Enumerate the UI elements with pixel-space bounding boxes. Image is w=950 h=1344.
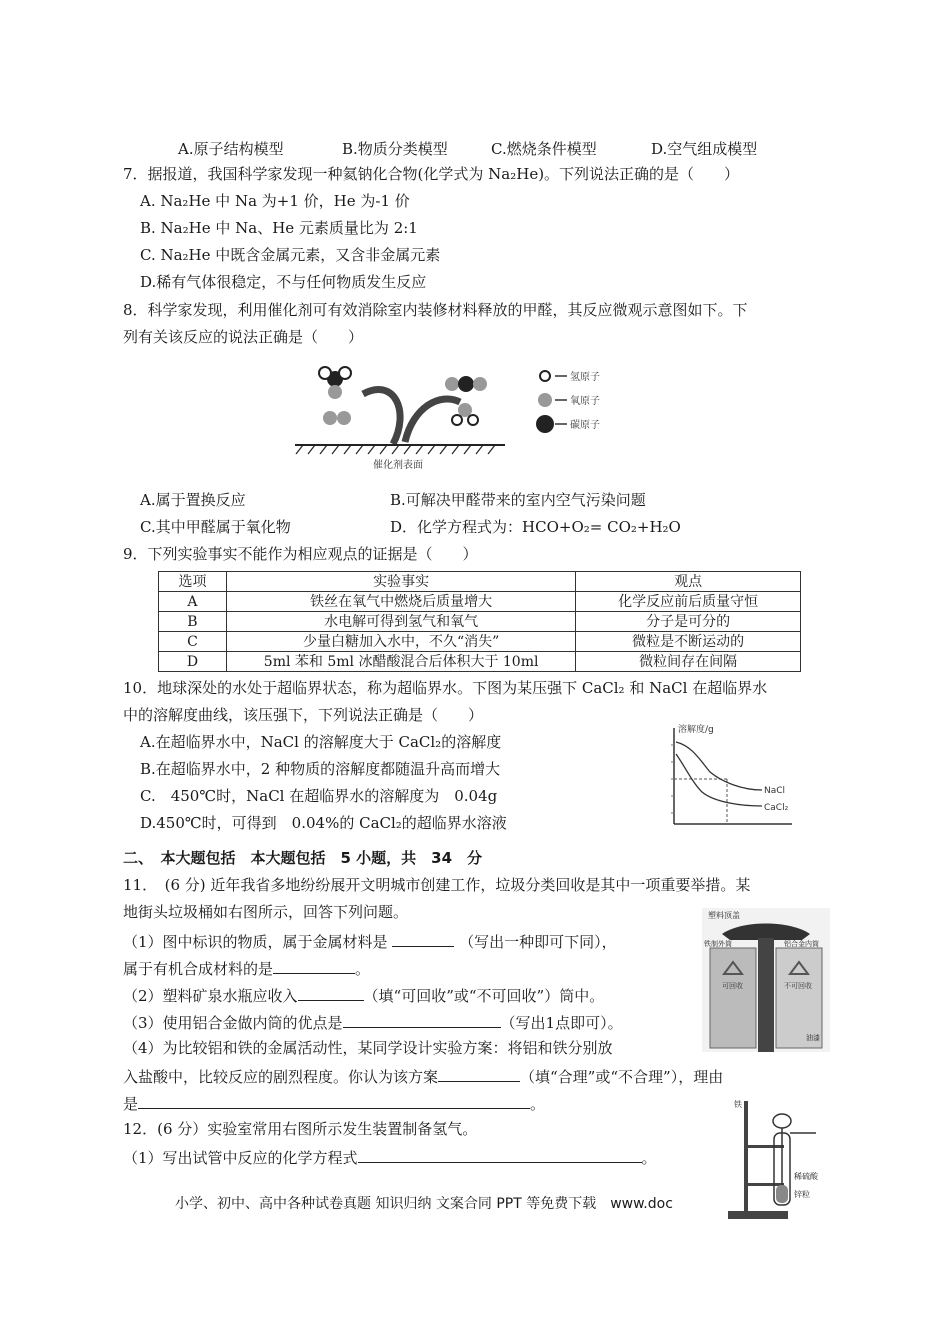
label-aluminum-inner: 铝合金内筒 bbox=[784, 940, 819, 948]
header-cell: 选项 bbox=[159, 572, 227, 592]
table-cell: 水电解可得到氢气和氧气 bbox=[226, 612, 575, 632]
q11-part4-line3: 是 。 bbox=[123, 1092, 545, 1114]
chart-ylabel: 溶解度/g bbox=[678, 725, 714, 735]
answer-blank-reasonable[interactable] bbox=[438, 1065, 520, 1082]
table-row bbox=[159, 592, 801, 612]
q11-line2: 地街头垃圾桶如右图所示，回答下列问题。 bbox=[123, 903, 409, 921]
q8-stem-line1: 8．科学家发现，利用催化剂可有效消除室内装修材料释放的甲醛，其反应微观示意图如下。下 bbox=[123, 301, 748, 319]
header-cell: 实验事实 bbox=[226, 572, 575, 592]
table-cell: D bbox=[159, 652, 227, 672]
q6-option-a: A.原子结构模型 bbox=[178, 140, 284, 158]
q11-line1: 11． (6 分) 近年我省多地纷纷展开文明城市创建工作，垃圾分类回收是其中一项重要举措。某 bbox=[123, 876, 751, 894]
q10-option-c: C. 450℃时，NaCl 在超临界水的溶解度为 0.04g bbox=[140, 787, 498, 805]
carbon-atom bbox=[458, 376, 474, 392]
table-cell: 铁丝在氧气中燃烧后质量增大 bbox=[226, 592, 575, 612]
table-row bbox=[159, 612, 801, 632]
q11-part1-cont: 属于有机合成材料的是 。 bbox=[123, 957, 370, 979]
q12-line1: 12．(6 分）实验室常用右图所示发生装置制备氢气。 bbox=[123, 1120, 478, 1138]
hydrogen-apparatus-figure bbox=[720, 1093, 830, 1223]
answer-blank-bin[interactable] bbox=[298, 984, 364, 1001]
legend-oxygen-label: 氧原子 bbox=[570, 396, 600, 407]
q10-stem-line1: 10．地球深处的水处于超临界状态，称为超临界水。下图为某压强下 CaCl₂ 和 NaCl 在超临界水 bbox=[123, 679, 768, 697]
table-row bbox=[159, 632, 801, 652]
answer-blank-advantage[interactable] bbox=[343, 1011, 501, 1028]
q7-option-d: D.稀有气体很稳定，不与任何物质发生反应 bbox=[140, 273, 427, 291]
answer-blank-organic[interactable] bbox=[273, 957, 355, 974]
label-paint: 油漆 bbox=[806, 1034, 820, 1042]
q10-option-b: B.在超临界水中，2 种物质的溶解度都随温升高而增大 bbox=[140, 760, 501, 778]
q11-part3: （3）使用铝合金做内筒的优点是 （写出1点即可）。 bbox=[123, 1011, 623, 1033]
q6-option-c: C.燃烧条件模型 bbox=[491, 140, 597, 158]
table-cell: A bbox=[159, 592, 227, 612]
oxygen-atom bbox=[445, 377, 459, 391]
answer-blank-equation[interactable] bbox=[358, 1146, 642, 1163]
oxygen-atom bbox=[473, 377, 487, 391]
series-label-cacl2: CaCl₂ bbox=[764, 803, 789, 813]
nacl-curve bbox=[676, 742, 762, 790]
label-dilute-sulfuric-acid: 稀硫酸 bbox=[794, 1172, 818, 1181]
table-cell: 微粒间存在间隔 bbox=[576, 652, 801, 672]
table-cell: C bbox=[159, 632, 227, 652]
table-cell: 微粒是不断运动的 bbox=[576, 632, 801, 652]
label-iron: 铁 bbox=[734, 1100, 742, 1109]
label-zinc: 锌粒 bbox=[794, 1190, 810, 1199]
section-2-heading: 二、 本大题包括 本大题包括 5 小题，共 34 分 bbox=[123, 849, 483, 867]
label-plastic-lid: 塑料顶盖 bbox=[708, 911, 740, 920]
label-non-recyclable: 不可回收 bbox=[784, 982, 812, 990]
iron-stand-base bbox=[728, 1211, 788, 1219]
q11-part1: （1）图中标识的物质，属于金属材料是 （写出一种即可下同）， bbox=[123, 930, 617, 952]
q7-option-b: B. Na₂He 中 Na、He 元素质量比为 2:1 bbox=[140, 219, 418, 237]
label-recyclable: 可回收 bbox=[722, 982, 743, 990]
label-iron-shell: 铁制外筒 bbox=[704, 940, 732, 948]
table-cell: B bbox=[159, 612, 227, 632]
q8-option-c: C.其中甲醛属于氧化物 bbox=[140, 518, 291, 536]
funnel-bulb bbox=[773, 1114, 791, 1128]
q8-option-d: D．化学方程式为：HCO+O₂= CO₂+H₂O bbox=[390, 518, 681, 536]
legend-oxygen-icon bbox=[538, 393, 552, 407]
legend-carbon-label: 碳原子 bbox=[570, 420, 600, 431]
q7-option-a: A. Na₂He 中 Na 为+1 价，He 为-1 价 bbox=[140, 192, 410, 210]
table-header-row bbox=[159, 572, 801, 592]
q10-option-a: A.在超临界水中，NaCl 的溶解度大于 CaCl₂的溶解度 bbox=[140, 733, 502, 751]
legend-carbon-icon bbox=[536, 415, 554, 433]
evidence-table bbox=[158, 571, 801, 672]
legend-hydrogen-icon bbox=[540, 371, 550, 381]
reaction-arrow bbox=[363, 390, 400, 444]
hydrogen-atom bbox=[339, 367, 351, 379]
q6-option-d: D.空气组成模型 bbox=[651, 140, 758, 158]
solubility-chart bbox=[652, 720, 802, 830]
q8-option-b: B.可解决甲醛带来的室内空气污染问题 bbox=[390, 491, 646, 509]
iron-stand-rod bbox=[744, 1101, 748, 1215]
table-row bbox=[159, 652, 801, 672]
oxygen-atom bbox=[328, 385, 342, 399]
hydrogen-atom bbox=[468, 415, 478, 425]
q7-stem: 7．据报道，我国科学家发现一种氦钠化合物(化学式为 Na₂He)。下列说法正确的是（ ） bbox=[123, 165, 740, 183]
zinc-granules bbox=[776, 1185, 788, 1203]
q8-option-a: A.属于置换反应 bbox=[140, 491, 246, 509]
answer-blank-metal[interactable] bbox=[392, 930, 454, 947]
q10-stem-line2: 中的溶解度曲线，该压强下，下列说法正确是（ ） bbox=[123, 706, 484, 724]
legend-hydrogen-label: 氢原子 bbox=[570, 372, 600, 383]
series-label-nacl: NaCl bbox=[764, 786, 786, 796]
q11-part2: （2）塑料矿泉水瓶应收入 （填“可回收”或“不可回收”）筒中。 bbox=[123, 984, 604, 1006]
answer-blank-reason[interactable] bbox=[138, 1092, 530, 1109]
hydrogen-atom bbox=[452, 415, 462, 425]
table-cell: 分子是可分的 bbox=[576, 612, 801, 632]
q7-option-c: C. Na₂He 中既含金属元素，又含非金属元素 bbox=[140, 246, 441, 264]
hydrogen-atom bbox=[319, 367, 331, 379]
q9-stem: 9．下列实验事实不能作为相应观点的证据是（ ） bbox=[123, 545, 478, 563]
q11-part4-line1: （4）为比较铝和铁的金属活动性，某同学设计实验方案：将铝和铁分别放 bbox=[123, 1039, 613, 1057]
q6-option-b: B.物质分类模型 bbox=[342, 140, 448, 158]
table-cell: 5ml 苯和 5ml 冰醋酸混合后体积大于 10ml bbox=[226, 652, 575, 672]
clamp-arm bbox=[746, 1183, 784, 1186]
q11-part4-line2: 入盐酸中，比较反应的剧烈程度。你认为该方案 （填“合理”或“不合理”），理由 bbox=[123, 1065, 723, 1087]
table-cell: 化学反应前后质量守恒 bbox=[576, 592, 801, 612]
clamp-arm bbox=[746, 1145, 784, 1148]
q8-stem-line2: 列有关该反应的说法正确是（ ） bbox=[123, 328, 364, 346]
cacl2-curve bbox=[676, 754, 762, 806]
reaction-diagram bbox=[295, 362, 625, 474]
oxygen-atom bbox=[323, 411, 337, 425]
oxygen-atom bbox=[337, 411, 351, 425]
q12-part1: （1）写出试管中反应的化学方程式 。 bbox=[123, 1146, 657, 1168]
q10-option-d: D.450℃时，可得到 0.04%的 CaCl₂的超临界水溶液 bbox=[140, 814, 507, 832]
surface-hatching bbox=[296, 445, 495, 454]
page-footer: 小学、初中、高中各种试卷真题 知识归纳 文案合同 PPT 等免费下载 www.doc bbox=[175, 1196, 673, 1212]
trash-bin-figure bbox=[702, 908, 830, 1052]
header-cell: 观点 bbox=[576, 572, 801, 592]
table-cell: 少量白糖加入水中，不久“消失” bbox=[226, 632, 575, 652]
center-post bbox=[758, 938, 774, 1052]
surface-label: 催化剂表面 bbox=[373, 460, 423, 471]
